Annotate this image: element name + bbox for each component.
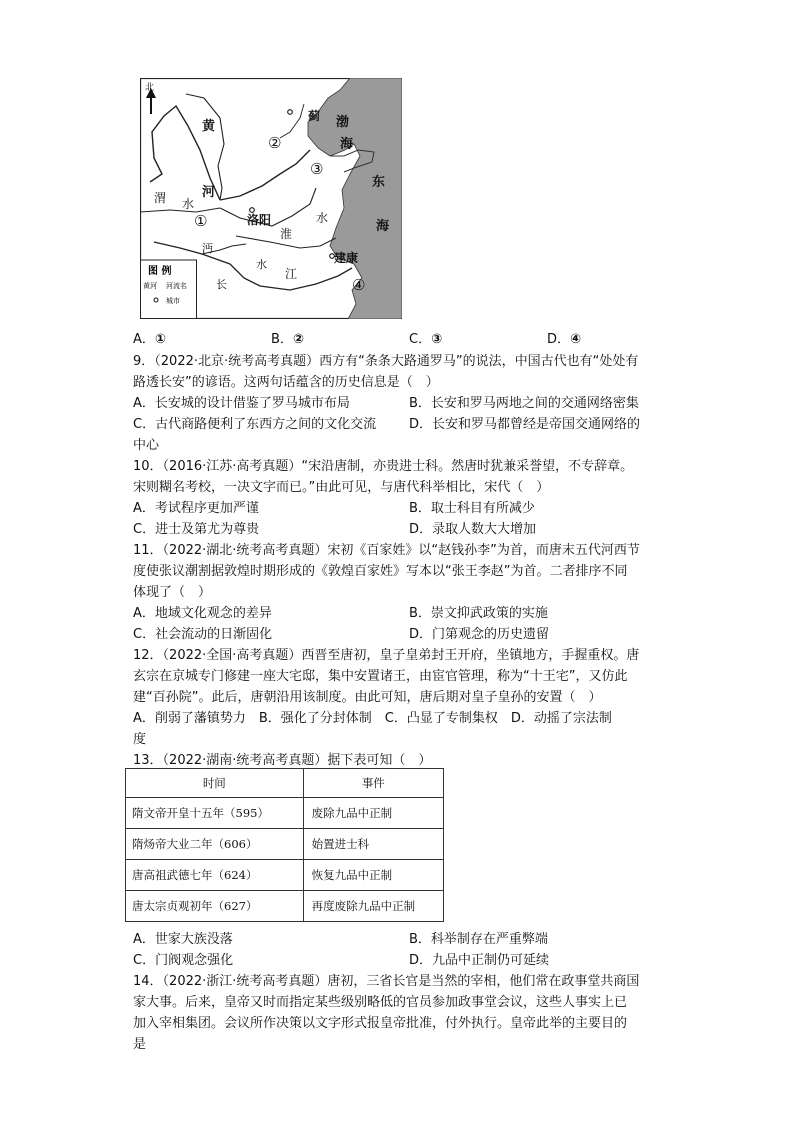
q12-options[interactable]: A．削弱了藩镇势力 B．强化了分封体制 C．凸显了专制集权 D．动摇了宗法制 xyxy=(133,711,612,726)
q11-stem-line-3: 体现了（ ） xyxy=(133,585,212,600)
label-mian: 沔 xyxy=(202,242,213,255)
table-cell-time: 隋炀帝大业二年（606） xyxy=(126,829,304,860)
q12-option-d-continuation: 度 xyxy=(133,732,147,747)
q8-option-b[interactable]: B．② xyxy=(271,332,304,347)
label-wei: 渭 xyxy=(154,191,167,205)
table-row xyxy=(126,829,444,860)
q8-option-d[interactable]: D．④ xyxy=(547,332,582,347)
table-header-row xyxy=(126,769,444,798)
marker-1: ① xyxy=(194,212,208,230)
label-jiang: 江 xyxy=(285,267,298,281)
table-cell-event: 恢复九品中正制 xyxy=(303,860,443,891)
q12-stem-line-1: 12．（2022·全国·高考真题）西晋至唐初，皇子皇弟封王开府，坐镇地方，手握重权。唐 xyxy=(133,648,640,663)
north-label: 北 xyxy=(145,83,155,93)
q11-stem-line-2: 度使张议潮割据敦煌时期形成的《敦煌百家姓》写本以“张王李赵”为首。二者排序不同 xyxy=(133,564,628,579)
q10-stem-line-2: 宋则糊名考校，一决文字而已。”由此可见，与唐代科举相比，宋代（ ） xyxy=(133,480,550,495)
table-cell-time: 唐高祖武德七年（624） xyxy=(126,860,304,891)
label-hai1: 海 xyxy=(340,137,354,152)
marker-4: ④ xyxy=(352,276,366,294)
table-row xyxy=(126,798,444,829)
label-shui2: 水 xyxy=(316,211,329,225)
label-he: 河 xyxy=(202,185,216,200)
q13-stem: 13．（2022·湖南·统考高考真题）据下表可知（ ） xyxy=(133,753,432,768)
q14-stem-line-4: 是 xyxy=(133,1037,147,1052)
q13-option-d[interactable]: D．九品中正制仍可延续 xyxy=(409,953,550,968)
q8-option-c[interactable]: C．③ xyxy=(409,332,443,347)
label-bo: 渤 xyxy=(336,115,350,130)
q13-table xyxy=(125,768,444,922)
table-cell-event: 始置进士科 xyxy=(303,829,443,860)
q11-option-d[interactable]: D．门第观念的历史遗留 xyxy=(409,627,550,642)
table-row xyxy=(126,860,444,891)
q9-option-d-continuation: 中心 xyxy=(133,438,160,453)
label-luoyang: 洛阳 xyxy=(247,213,272,227)
q11-option-a[interactable]: A．地域文化观念的差异 xyxy=(133,606,272,621)
label-hai2: 海 xyxy=(376,219,390,234)
q14-stem-line-1: 14．（2022·浙江·统考高考真题）唐初，三省长官是当然的宰相，他们常在政事堂共商国 xyxy=(133,974,640,989)
table-cell-time: 唐太宗贞观初年（627） xyxy=(126,891,304,922)
historical-map xyxy=(140,78,402,319)
table-header-event: 事件 xyxy=(303,769,443,798)
legend-river-sample: 黄河 xyxy=(143,282,157,290)
table-header-time: 时间 xyxy=(126,769,304,798)
q14-stem-line-3: 加入宰相集团。会议所作决策以文字形式报皇帝批准，付外执行。皇帝此举的主要目的 xyxy=(133,1016,628,1031)
marker-3: ③ xyxy=(310,160,324,178)
q11-option-b[interactable]: B．崇文抑武政策的实施 xyxy=(409,606,548,621)
q13-option-b[interactable]: B．科举制存在严重弊端 xyxy=(409,932,548,947)
label-jiankang: 建康 xyxy=(334,251,359,265)
map-legend xyxy=(141,260,197,319)
table-cell-time: 隋文帝开皇十五年（595） xyxy=(126,798,304,829)
q9-option-c[interactable]: C．古代商路便利了东西方之间的文化交流 xyxy=(133,417,377,432)
q12-stem-line-3: 建“百孙院”。此后，唐朝沿用该制度。由此可知，唐后期对皇子皇孙的安置（ ） xyxy=(133,690,602,705)
legend-title: 图 例 xyxy=(148,266,172,277)
q10-option-a[interactable]: A．考试程序更加严谨 xyxy=(133,501,259,516)
legend-river-text: 河流名 xyxy=(166,282,187,290)
q11-stem-line-1: 11．（2022·湖北·统考高考真题）宋初《百家姓》以“赵钱孙李”为首，而唐末五代河西节 xyxy=(133,543,640,558)
q9-option-a[interactable]: A．长安城的设计借鉴了罗马城市布局 xyxy=(133,396,350,411)
label-chang: 长 xyxy=(216,278,227,291)
table-cell-event: 废除九品中正制 xyxy=(303,798,443,829)
label-shui1: 水 xyxy=(182,197,195,211)
q13-option-c[interactable]: C．门阀观念强化 xyxy=(133,953,234,968)
q10-option-b[interactable]: B．取士科目有所减少 xyxy=(409,501,535,516)
label-dong: 东 xyxy=(372,175,386,190)
label-huai: 淮 xyxy=(280,227,293,241)
q9-stem-line-1: 9．（2022·北京·统考高考真题）西方有“条条大路通罗马”的说法，中国古代也有“处处有 xyxy=(133,354,639,369)
q12-stem-line-2: 玄宗在京城专门修建一座大宅邸，集中安置诸王，由宦官管理，称为“十王宅”，又仿此 xyxy=(133,669,628,684)
q10-option-d[interactable]: D．录取人数大大增加 xyxy=(409,522,537,537)
q8-option-a[interactable]: A．① xyxy=(133,332,166,347)
q13-option-a[interactable]: A．世家大族没落 xyxy=(133,932,233,947)
q10-option-c[interactable]: C．进士及第尤为尊贵 xyxy=(133,522,260,537)
label-ji: 蓟 xyxy=(308,109,321,123)
q10-stem-line-1: 10．（2016·江苏·高考真题）“宋沿唐制，亦贵进士科。然唐时犹兼采誉望，不专辞章。 xyxy=(133,459,634,474)
q9-option-d[interactable]: D．长安和罗马都曾经是帝国交通网络的 xyxy=(409,417,641,432)
q11-option-c[interactable]: C．社会流动的日渐固化 xyxy=(133,627,273,642)
q14-stem-line-2: 家大事。后来，皇帝又时而指定某些级别略低的官员参加政事堂会议，这些人事实上已 xyxy=(133,995,628,1010)
table-cell-event: 再度废除九品中正制 xyxy=(303,891,443,922)
marker-2: ② xyxy=(268,134,282,152)
q9-stem-line-2: 路透长安”的谚语。这两句话蕴含的历史信息是（ ） xyxy=(133,375,439,390)
legend-city-text: 城市 xyxy=(166,297,180,305)
label-huang: 黄 xyxy=(202,119,216,134)
table-row xyxy=(126,891,444,922)
label-shui3: 水 xyxy=(256,258,267,271)
q9-option-b[interactable]: B．长安和罗马两地之间的交通网络密集 xyxy=(409,396,639,411)
